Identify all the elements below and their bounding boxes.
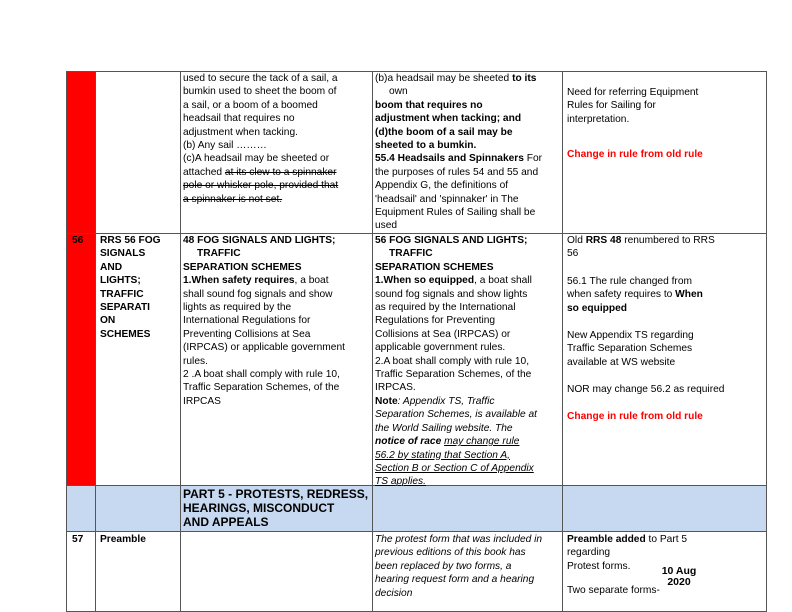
new-rule-text: 56 FOG SIGNALS AND LIGHTS; TRAFFIC SEPARATION SCHEMES 1.When so equipped, a boat shall sound fog signals and show lights as required by the International Regulations for Preventing Collisions at Sea (IRPCAS) or applicable government rules. 2.A boat shall comply with rule 10, Traffic Separation Schemes, of the IRPCAS. Note: Appendix TS, Traffic Separation Schemes, is available at the World Sailing website. The notice of race may change rule 56.2 by stating that Section A, Section B or Section C of Appendix TS applies.	[375, 235, 537, 488]
rule-number: 57	[72, 534, 84, 545]
new-rule-text: The protest form that was included in previous editions of this book has been replaced by two forms, a hearing request form and a hearing decision	[375, 534, 543, 599]
rules-comparison-table	[66, 71, 767, 612]
row-divider	[67, 531, 766, 532]
notes-text: Old RRS 48 renumbered to RRS 56 56.1 The rule changed from when safety requires to When so equipped New Appendix TS regarding Traffic Separation Schemes available at WS website NOR may change 56.2 as required Change in rule from old rule	[567, 234, 765, 423]
part-5-band	[67, 485, 766, 531]
date-stamp: 10 Aug 2020	[661, 565, 697, 588]
rule-row-marker-red	[67, 72, 95, 233]
rule-56-marker-red	[67, 233, 95, 485]
old-rule-text: used to secure the tack of a sail, a bumkin used to sheet the boom of a sail, or a boom of a boomed headsail that requires no adjustment when tacking. (b) Any sail ……… (c)A headsail may be sheeted or attached at its clew to a spinnaker pole or whisker pole, provided that a spinnaker is not set.	[183, 72, 371, 206]
change-note: Change in rule from old rule	[567, 410, 703, 422]
new-rule-text: (b)a headsail may be sheeted to its own boom that requires no adjustment when tacking; and (d)the boom of a sail may be sheeted to a bumkin. 55.4 Headsails and Spinnakers For the purposes of rules 54 and 55 and Appendix G, the definitions of 'headsail' and 'spinnaker' in The Equipment Rules of Sailing shall be used	[375, 73, 543, 232]
rule-title: Preamble	[100, 534, 146, 545]
part-5-heading: PART 5 - PROTESTS, REDRESS, HEARINGS, MISCONDUCT AND APPEALS	[183, 487, 369, 529]
notes-text: Preamble added to Part 5 regarding Protest forms. Two separate forms-	[567, 534, 688, 597]
rule-title: RRS 56 FOG SIGNALS AND LIGHTS; TRAFFIC SEPARATI ON SCHEMES	[100, 235, 161, 340]
change-note: Change in rule from old rule	[567, 149, 703, 161]
deleted-text: pole or whisker pole, provided that	[183, 180, 339, 192]
notes-text: Need for referring Equipment Rules for Sailing for interpretation. Change in rule from old rule	[567, 86, 765, 162]
deleted-text: at its clew to a spinnaker	[224, 166, 337, 178]
deleted-text: a spinnaker is not set.	[183, 193, 283, 205]
rule-number: 56	[72, 235, 84, 246]
old-rule-text: 48 FOG SIGNALS AND LIGHTS; TRAFFIC SEPARATION SCHEMES 1.When safety requires, a boat shall sound fog signals and show lights as required by the International Regulations for Preventing Collisions at Sea (IRPCAS) or applicable government rules. 2 .A boat shall comply with rule 10, Traffic Separation Schemes, of the IRPCAS	[183, 235, 345, 407]
